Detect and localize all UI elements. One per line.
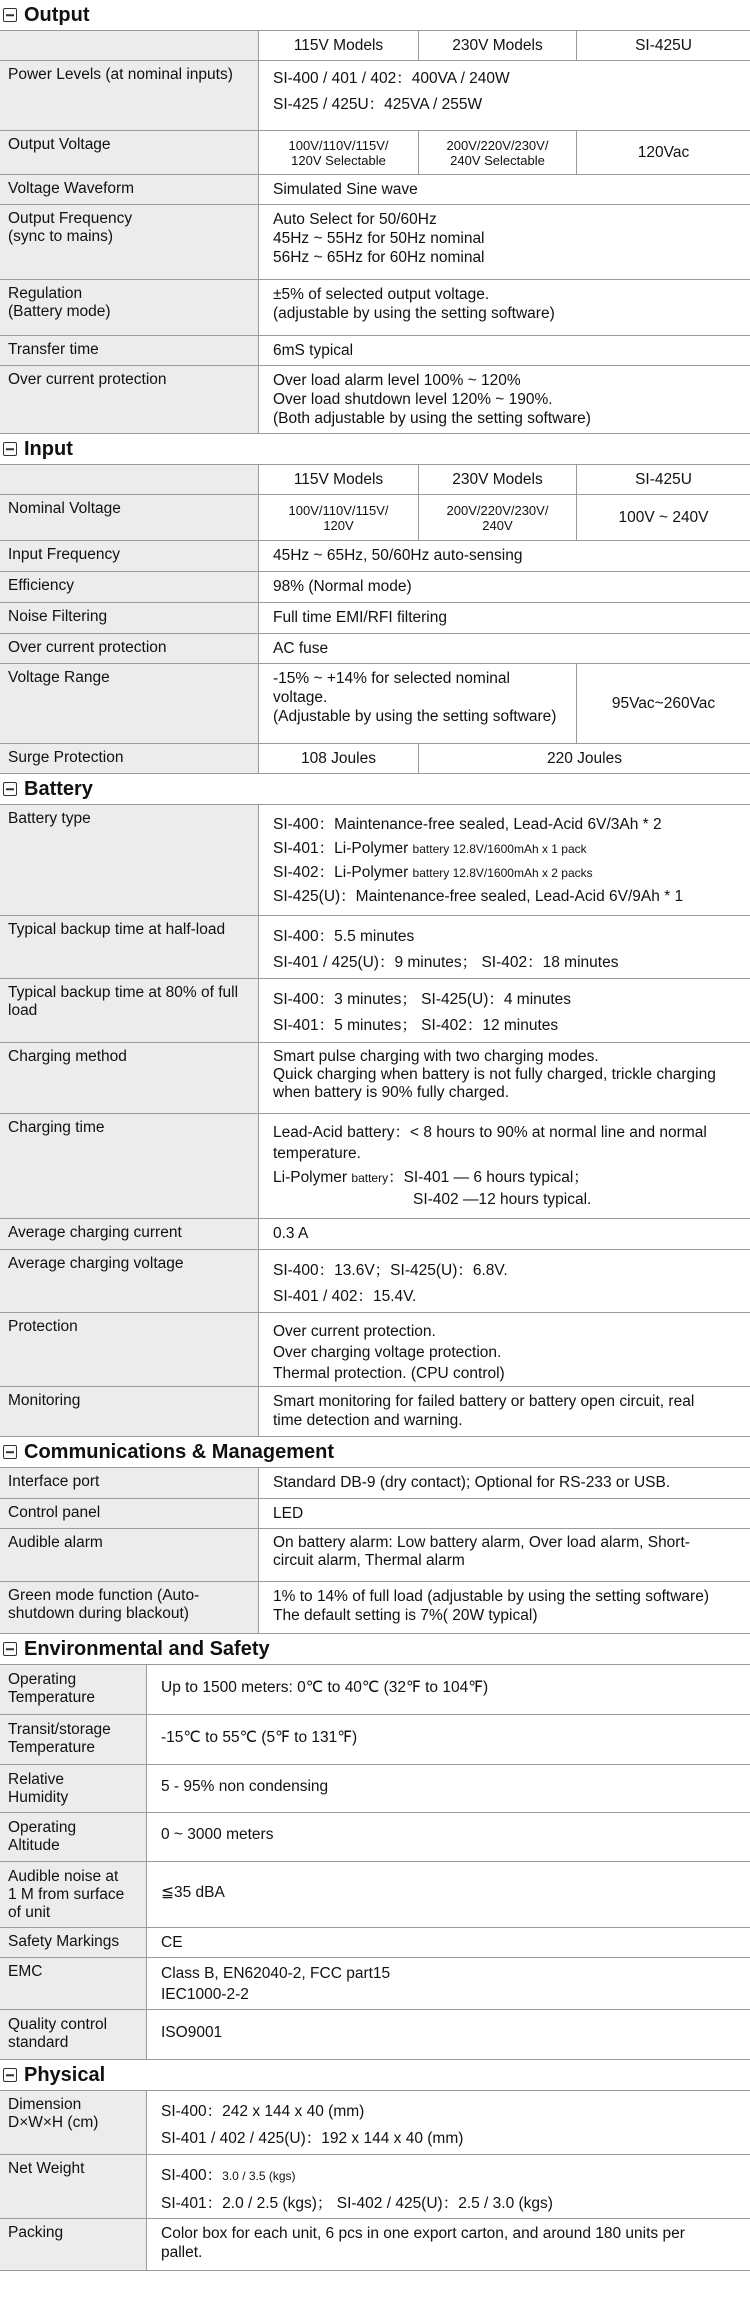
spec-row <box>0 1387 750 1437</box>
spec-label: Operating Temperature <box>0 1665 146 1714</box>
spec-row <box>0 1499 750 1529</box>
spec-row <box>0 61 750 131</box>
spec-value: 95Vac~260Vac <box>576 664 750 743</box>
spec-value: 200V/220V/230V/ 240V <box>418 495 576 540</box>
spec-label: Nominal Voltage <box>0 495 258 540</box>
spec-row <box>0 175 750 205</box>
spec-value: 0 ~ 3000 meters <box>146 1813 750 1861</box>
spec-label: Noise Filtering <box>0 603 258 633</box>
collapse-icon[interactable] <box>3 8 17 22</box>
spec-label: Over current protection <box>0 366 258 433</box>
spec-label: Voltage Range <box>0 664 258 743</box>
spec-label: Voltage Waveform <box>0 175 258 204</box>
spec-row <box>0 1813 750 1862</box>
spec-label: Transfer time <box>0 336 258 365</box>
spec-value: SI-400：242 x 144 x 40 (mm) SI-401 / 402 / 425(U)：192 x 144 x 40 (mm) <box>146 2091 750 2154</box>
spec-value: ISO9001 <box>146 2010 750 2059</box>
spec-label: Typical backup time at half-load <box>0 916 258 978</box>
spec-label: EMC <box>0 1958 146 2009</box>
spec-label: Protection <box>0 1313 258 1386</box>
spec-label: Battery type <box>0 805 258 915</box>
spec-label: Control panel <box>0 1499 258 1528</box>
spec-label: Input Frequency <box>0 541 258 571</box>
spec-row <box>0 1529 750 1582</box>
column-header: 115V Models <box>258 465 418 494</box>
spec-value: Standard DB-9 (dry contact); Optional for RS-233 or USB. <box>258 1468 750 1498</box>
spec-value: Auto Select for 50/60Hz 45Hz ~ 55Hz for 50Hz nominal 56Hz ~ 65Hz for 60Hz nominal <box>258 205 750 279</box>
section-title: Physical <box>24 2063 106 2086</box>
spec-label: Relative Humidity <box>0 1765 146 1812</box>
spec-value: Over current protection. Over charging voltage protection. Thermal protection. (CPU control) <box>258 1313 750 1386</box>
section-title: Output <box>24 3 90 26</box>
spec-row <box>0 1219 750 1250</box>
battery-section-header[interactable] <box>0 774 750 805</box>
spec-label: Power Levels (at nominal inputs) <box>0 61 258 130</box>
spec-value: Over load alarm level 100% ~ 120% Over load shutdown level 120% ~ 190%. (Both adjustable by using the setting software) <box>258 366 750 433</box>
spec-value: Full time EMI/RFI filtering <box>258 603 750 633</box>
spec-value: Smart monitoring for failed battery or battery open circuit, real time detection and warning. <box>258 1387 750 1436</box>
spec-row <box>0 280 750 336</box>
section-title: Battery <box>24 777 93 800</box>
section-title: Input <box>24 437 73 460</box>
spec-value: SI-400：5.5 minutes SI-401 / 425(U)：9 minutes； SI-402：18 minutes <box>258 916 750 978</box>
spec-value: 1% to 14% of full load (adjustable by using the setting software) The default setting is 7%( 20W typical) <box>258 1582 750 1633</box>
spec-row <box>0 1765 750 1813</box>
column-header: 115V Models <box>258 31 418 60</box>
spec-value: -15% ~ +14% for selected nominal voltage. (Adjustable by using the setting software) <box>258 664 574 743</box>
spec-label: Monitoring <box>0 1387 258 1436</box>
spec-row <box>0 1043 750 1114</box>
section-title: Environmental and Safety <box>24 1637 270 1660</box>
spec-label: Output Voltage <box>0 131 258 174</box>
spec-row <box>0 1313 750 1387</box>
spec-label: Interface port <box>0 1468 258 1498</box>
spec-label: Charging method <box>0 1043 258 1113</box>
spec-value: SI-400：3 minutes； SI-425(U)：4 minutes SI-401：5 minutes； SI-402：12 minutes <box>258 979 750 1042</box>
spec-label: Regulation (Battery mode) <box>0 280 258 335</box>
spec-label: Audible alarm <box>0 1529 258 1581</box>
spec-row <box>0 979 750 1043</box>
spec-value: SI-400：3.0 / 3.5 (kgs) SI-401：2.0 / 2.5 (kgs)； SI-402 / 425(U)：2.5 / 3.0 (kgs) <box>146 2155 750 2218</box>
section-title: Communications & Management <box>24 1440 335 1463</box>
spec-row <box>0 572 750 603</box>
spec-row <box>0 1862 750 1928</box>
spec-row <box>0 366 750 434</box>
spec-row <box>0 1582 750 1634</box>
spec-row <box>0 2219 750 2271</box>
spec-value: On battery alarm: Low battery alarm, Over load alarm, Short- circuit alarm, Thermal alarm <box>258 1529 750 1581</box>
collapse-icon[interactable] <box>3 442 17 456</box>
output-section-header[interactable] <box>0 0 750 31</box>
spec-label: Average charging current <box>0 1219 258 1249</box>
spec-value: AC fuse <box>258 634 750 663</box>
spec-row <box>0 744 750 774</box>
spec-row <box>0 1250 750 1313</box>
env-section-header[interactable] <box>0 1634 750 1665</box>
spec-value: Lead-Acid battery：< 8 hours to 90% at normal line and normal temperature. Li-Polymer battery：SI-401 — 6 hours typical； SI-402 —12 hours typical. <box>258 1114 750 1218</box>
column-header: 230V Models <box>418 31 576 60</box>
spec-label: Net Weight <box>0 2155 146 2218</box>
spec-row <box>0 664 750 744</box>
spec-label: Average charging voltage <box>0 1250 258 1312</box>
spec-value: SI-400：Maintenance-free sealed, Lead-Acid 6V/3Ah * 2 SI-401：Li-Polymer battery 12.8V/1600mAh x 1 pack SI-402：Li-Polymer battery 12.8V/1600mAh x 2 packs SI-425(U)：Maintenance-free sealed, Lead-Acid 6V/9Ah * 1 <box>258 805 750 915</box>
spec-row <box>0 1715 750 1765</box>
spec-label: Green mode function (Auto- shutdown during blackout) <box>0 1582 258 1633</box>
spec-value: ≦35 dBA <box>146 1862 750 1927</box>
spec-value: Smart pulse charging with two charging modes. Quick charging when battery is not fully charged, trickle charging when battery is 90% fully charged. <box>258 1043 750 1113</box>
spec-value: Class B, EN62040-2, FCC part15 IEC1000-2-2 <box>146 1958 750 2009</box>
spec-value: 220 Joules <box>418 744 750 773</box>
collapse-icon[interactable] <box>3 1642 17 1656</box>
spec-value: Color box for each unit, 6 pcs in one export carton, and around 180 units per pallet. <box>146 2219 750 2270</box>
spec-value: 108 Joules <box>258 744 418 773</box>
comms-section-header[interactable] <box>0 1437 750 1468</box>
input-header-row <box>0 465 750 495</box>
spec-value: 120Vac <box>576 131 750 174</box>
spec-value: -15℃ to 55℃ (5℉ to 131℉) <box>146 1715 750 1764</box>
spec-label: Dimension D×W×H (cm) <box>0 2091 146 2154</box>
spec-value: 0.3 A <box>258 1219 750 1249</box>
spec-value: SI-400 / 401 / 402：400VA / 240W SI-425 / 425U：425VA / 255W <box>258 61 750 130</box>
spec-value: Up to 1500 meters: 0℃ to 40℃ (32℉ to 104℉) <box>146 1665 750 1714</box>
spec-value: Simulated Sine wave <box>258 175 750 204</box>
input-section-header[interactable] <box>0 434 750 465</box>
spec-row <box>0 1928 750 1958</box>
spec-row <box>0 131 750 175</box>
column-header: SI-425U <box>576 465 750 494</box>
spec-row <box>0 603 750 634</box>
spec-value: CE <box>146 1928 750 1957</box>
spec-label: Audible noise at 1 M from surface of unit <box>0 1862 146 1927</box>
spec-label: Efficiency <box>0 572 258 602</box>
spec-row <box>0 805 750 916</box>
spec-value: 100V/110V/115V/ 120V Selectable <box>258 131 418 174</box>
column-header: 230V Models <box>418 465 576 494</box>
spec-row <box>0 541 750 572</box>
spec-value: 6mS typical <box>258 336 750 365</box>
spec-value: 100V/110V/115V/ 120V <box>258 495 418 540</box>
spec-row <box>0 1665 750 1715</box>
output-header-row <box>0 31 750 61</box>
spec-label: Output Frequency (sync to mains) <box>0 205 258 279</box>
spec-label: Over current protection <box>0 634 258 663</box>
spec-value: 98% (Normal mode) <box>258 572 750 602</box>
spec-row <box>0 336 750 366</box>
spec-label: Operating Altitude <box>0 1813 146 1861</box>
spec-row <box>0 916 750 979</box>
spec-row <box>0 2010 750 2060</box>
spec-label: Charging time <box>0 1114 258 1218</box>
spec-label: Typical backup time at 80% of full load <box>0 979 258 1042</box>
spec-row <box>0 1468 750 1499</box>
spec-label: Safety Markings <box>0 1928 146 1957</box>
spec-value: 100V ~ 240V <box>576 495 750 540</box>
spec-row <box>0 634 750 664</box>
spec-value: LED <box>258 1499 750 1528</box>
spec-label: Packing <box>0 2219 146 2270</box>
spec-value: SI-400：13.6V；SI-425(U)：6.8V. SI-401 / 402：15.4V. <box>258 1250 750 1312</box>
collapse-icon[interactable] <box>3 2068 17 2082</box>
spec-value: 5 - 95% non condensing <box>146 1765 750 1812</box>
spec-row <box>0 1114 750 1219</box>
spec-value: ±5% of selected output voltage. (adjustable by using the setting software) <box>258 280 750 335</box>
spec-row <box>0 1958 750 2010</box>
spec-row <box>0 2155 750 2219</box>
column-header: SI-425U <box>576 31 750 60</box>
spec-value: 45Hz ~ 65Hz, 50/60Hz auto-sensing <box>258 541 750 571</box>
spec-label: Surge Protection <box>0 744 258 773</box>
collapse-icon[interactable] <box>3 1445 17 1459</box>
collapse-icon[interactable] <box>3 782 17 796</box>
physical-section-header[interactable] <box>0 2060 750 2091</box>
spec-label: Quality control standard <box>0 2010 146 2059</box>
spec-row <box>0 205 750 280</box>
spec-row <box>0 2091 750 2155</box>
spec-value: 200V/220V/230V/ 240V Selectable <box>418 131 576 174</box>
spec-row <box>0 495 750 541</box>
spec-label: Transit/storage Temperature <box>0 1715 146 1764</box>
